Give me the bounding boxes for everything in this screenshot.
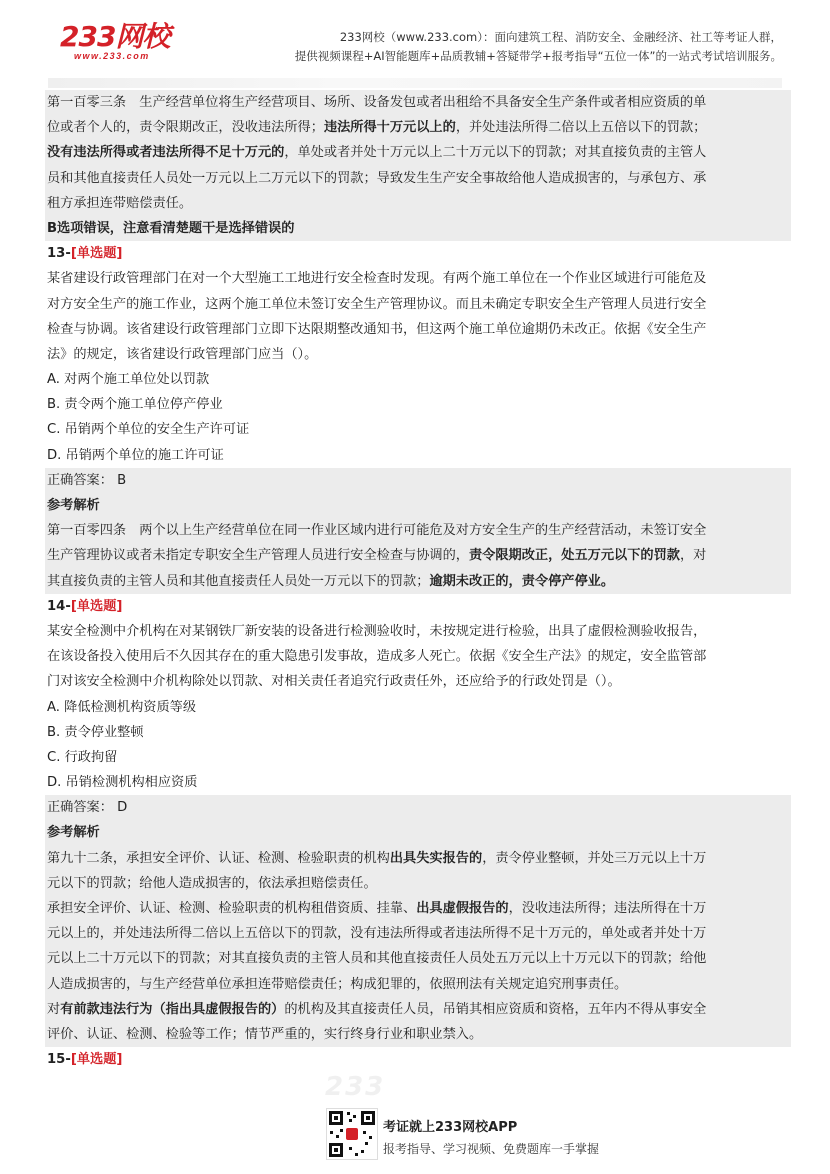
watermark: 233 bbox=[325, 1072, 386, 1102]
page-header bbox=[0, 0, 830, 78]
analysis-line: 第九十二条，承担安全评价、认证、检测、检验职责的机构出具失实报告的，责令停业整顿，并处三万元以上十万 bbox=[45, 846, 791, 871]
analysis-line: 位或者个人的，责令限期改正，没收违法所得；违法所得十万元以上的，并处违法所得二倍以上五倍以下的罚款； bbox=[45, 115, 791, 140]
bold-emphasis: 责令限期改正，处五万元以下的罚款 bbox=[469, 548, 680, 564]
correct-answer: 正确答案： B bbox=[45, 468, 791, 493]
analysis-line: 生产管理协议或者未指定专职安全生产管理人员进行安全检查与协调的，责令限期改正，处五万元以下的罚款，对 bbox=[45, 543, 791, 568]
analysis-line: 元以上二十万元以下的罚款；对其直接负责的主管人员和其他直接责任人员处五万元以上十万元以下的罚款；给他 bbox=[45, 946, 791, 971]
option-c: C. 行政拘留 bbox=[47, 749, 118, 765]
analysis-line: 员和其他直接责任人员处一万元以上二万元以下的罚款；导致发生生产安全事故给他人造成损害的，与承包方、承 bbox=[45, 166, 791, 191]
question-header bbox=[47, 1047, 791, 1072]
option-b: B. 责令两个施工单位停产停业 bbox=[47, 397, 223, 413]
bold-emphasis: 出具失实报告的 bbox=[389, 850, 483, 866]
option-d: D. 吊销检测机构相应资质 bbox=[47, 775, 198, 791]
analysis-title: 参考解析 bbox=[45, 820, 791, 845]
option-a: A. 降低检测机构资质等级 bbox=[47, 699, 197, 715]
analysis-line: 对有前款违法行为（指出具虚假报告的）的机构及其直接责任人员，吊销其相应资质和资格，五年内不得从事安全 bbox=[45, 997, 791, 1022]
question-number: 14- bbox=[47, 598, 71, 614]
question-number: 13- bbox=[47, 246, 71, 262]
question-header bbox=[47, 241, 791, 266]
header-line-1: 233网校（www.233.com）：面向建筑工程、消防安全、金融经济、社工等考证人群， bbox=[339, 30, 782, 44]
option-c: C. 吊销两个单位的安全生产许可证 bbox=[47, 422, 250, 438]
header-description bbox=[295, 28, 782, 66]
header-line-2: 提供视频课程+AI智能题库+品质教辅+答疑带学+报考指导“五位一体”的一站式考试培训服务。 bbox=[294, 49, 782, 63]
question-stem-line: 门对该安全检测中介机构除处以罚款、对相关责任者追究行政责任外，还应给予的行政处罚是（）。 bbox=[47, 674, 621, 690]
logo-url: www.233.com bbox=[74, 51, 150, 61]
analysis-line: 第一百零四条 两个以上生产经营单位在同一作业区域内进行可能危及对方安全生产的生产经营活动，未签订安全 bbox=[45, 518, 791, 543]
analysis-title: 参考解析 bbox=[45, 493, 791, 518]
option-a: A. 对两个施工单位处以罚款 bbox=[47, 372, 210, 388]
question-stem-line: 在该设备投入使用后不久因其存在的重大隐患引发事故，造成多人死亡。依据《安全生产法》的规定，安全监管部 bbox=[47, 649, 707, 665]
page-footer bbox=[0, 1100, 830, 1174]
analysis-line: 其直接负责的主管人员和其他直接责任人员处一万元以下的罚款；逾期未改正的，责令停产停业。 bbox=[45, 569, 791, 594]
analysis-line: 元以下的罚款；给他人造成损害的，依法承担赔偿责任。 bbox=[45, 871, 791, 896]
question-type: [单选题] bbox=[70, 598, 123, 614]
analysis-line: 元以上的，并处违法所得二倍以上五倍以下的罚款，没有违法所得或者违法所得不足十万元的，单处或者并处十万 bbox=[45, 921, 791, 946]
question-stem-line: 某安全检测中介机构在对某钢铁厂新安装的设备进行检测验收时，未按规定进行检验，出具了虚假检测验收报告， bbox=[47, 623, 707, 639]
analysis-line: 承担安全评价、认证、检测、检验职责的机构租借资质、挂靠、出具虚假报告的，没收违法所得；违法所得在十万 bbox=[45, 896, 791, 921]
question-number: 15- bbox=[47, 1052, 71, 1068]
bold-emphasis: 出具虚假报告的 bbox=[416, 901, 509, 916]
question-stem-line: 对方安全生产的施工作业，这两个施工单位未签订安全生产管理协议。而且未确定专职安全生产管理人员进行安全 bbox=[47, 296, 707, 312]
analysis-line: 人造成损害的，与生产经营单位承担连带赔偿责任；构成犯罪的，依照刑法有关规定追究刑事责任。 bbox=[45, 972, 791, 997]
question-stem-line: 某省建设行政管理部门在对一个大型施工工地进行安全检查时发现。有两个施工单位在一个作业区域进行可能危及 bbox=[47, 271, 707, 287]
bold-emphasis: 违法所得十万元以上的 bbox=[323, 120, 456, 136]
option-d: D. 吊销两个单位的施工许可证 bbox=[47, 447, 224, 463]
brand-logo[interactable] bbox=[60, 22, 169, 61]
analysis-line: 租方承担连带赔偿责任。 bbox=[45, 191, 791, 216]
analysis-note: B选项错误，注意看清楚题干是选择错误的 bbox=[45, 216, 791, 241]
app-promo-subtitle: 报考指导、学习视频、免费题库一手掌握 bbox=[383, 1142, 600, 1156]
analysis-line: 没有违法所得或者违法所得不足十万元的，单处或者并处十万元以上二十万元以下的罚款；对其直接负责的主管人 bbox=[45, 140, 791, 165]
bold-emphasis: 没有违法所得或者违法所得不足十万元的 bbox=[47, 145, 285, 161]
question-stem-line: 法》的规定，该省建设行政管理部门应当（）。 bbox=[47, 346, 318, 362]
bold-emphasis: 逾期未改正的，责令停产停业。 bbox=[429, 573, 615, 589]
analysis-line: 评价、认证、检测、检验等工作；情节严重的，实行终身行业和职业禁入。 bbox=[45, 1022, 791, 1047]
question-type: [单选题] bbox=[70, 246, 123, 262]
qr-code-icon[interactable] bbox=[326, 1108, 378, 1160]
logo-text: 233网校 bbox=[60, 20, 170, 53]
option-b: B. 责令停业整顿 bbox=[47, 724, 144, 740]
analysis-line: 第一百零三条 生产经营单位将生产经营项目、场所、设备发包或者出租给不具备安全生产条件或者相应资质的单 bbox=[45, 90, 791, 115]
bold-emphasis: 有前款违法行为（指出具虚假报告的） bbox=[60, 1001, 285, 1017]
header-divider bbox=[48, 78, 782, 88]
question-header bbox=[47, 594, 791, 619]
document-body bbox=[47, 90, 791, 1072]
app-promo-title[interactable]: 考证就上233网校APP bbox=[383, 1120, 518, 1135]
question-type: [单选题] bbox=[70, 1052, 123, 1068]
correct-answer: 正确答案： D bbox=[45, 795, 791, 820]
question-stem-line: 检查与协调。该省建设行政管理部门立即下达限期整改通知书，但这两个施工单位逾期仍未改正。依据《安全生产 bbox=[47, 321, 707, 337]
